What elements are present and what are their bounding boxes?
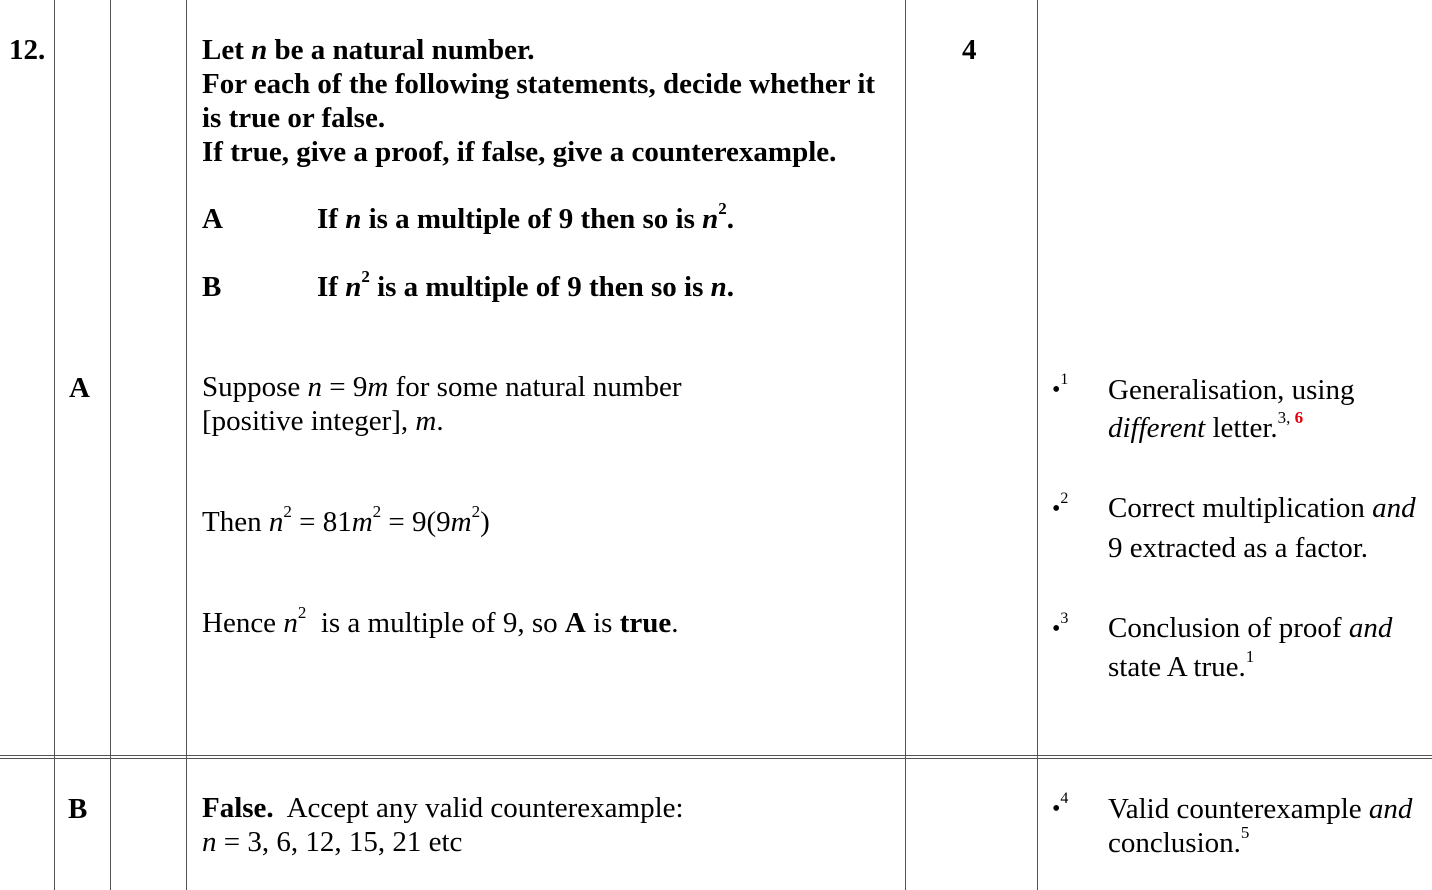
marker-4-line-1: Valid counterexample and: [1108, 793, 1413, 825]
question-marks: 4: [962, 34, 977, 66]
statement-b-text: If $n^2$ is a multiple of 9 then so is n.: [317, 267, 735, 303]
part-b-line-1: False. Accept any valid counterexample:: [202, 792, 684, 824]
statement-b-label: B: [202, 271, 222, 303]
question-stem-line-4: If true, give a proof, if false, give a counterexample.: [202, 136, 837, 168]
row-divider-top: [0, 755, 1432, 756]
column-divider-1: [54, 0, 55, 890]
part-b-line-2: n = 3, 6, 12, 15, 21 etc: [202, 826, 463, 858]
marker-bullet-2: •$^2$: [1052, 490, 1069, 522]
part-a-line-2: [positive integer], m.: [202, 405, 444, 437]
column-divider-4: [905, 0, 906, 890]
column-divider-5: [1037, 0, 1038, 890]
part-a-line-4: Hence $n^2$ is a multiple of 9, so A is true.: [202, 603, 679, 639]
statement-a-label: A: [202, 203, 223, 235]
marker-2-line-2: 9 extracted as a factor.: [1108, 532, 1369, 564]
marker-3-line-1: Conclusion of proof and: [1108, 612, 1393, 644]
part-a-line-1: Suppose n = 9m for some natural number: [202, 371, 682, 403]
question-number: 12.: [9, 34, 46, 66]
column-divider-2: [110, 0, 111, 890]
marker-1-line-1: Generalisation, using: [1108, 374, 1355, 406]
marker-4-line-2: conclusion.$^5$: [1108, 823, 1250, 859]
part-b-label: B: [68, 793, 88, 825]
marker-bullet-4: •$^4$: [1052, 790, 1069, 822]
question-stem-line-3: is true or false.: [202, 102, 386, 134]
marker-bullet-3: •$^3$: [1052, 610, 1069, 642]
marker-1-line-2: different letter.$^{3,}$ $^6$: [1108, 408, 1304, 444]
part-a-line-3: Then $n^2 = 81m^2 = 9(9m^2)$: [202, 502, 490, 538]
marker-bullet-1: •$^1$: [1052, 371, 1069, 403]
marker-3-line-2: state A true.$^1$: [1108, 647, 1255, 683]
row-divider-bottom: [0, 758, 1432, 759]
question-stem-line-2: For each of the following statements, decide whether it: [202, 68, 876, 100]
part-a-label: A: [69, 372, 90, 404]
question-stem-line-1: Let n be a natural number.: [202, 34, 535, 66]
column-divider-3: [186, 0, 187, 890]
statement-a-text: If n is a multiple of 9 then so is $n^2$.: [317, 199, 735, 235]
marker-2-line-1: Correct multiplication and: [1108, 492, 1416, 524]
